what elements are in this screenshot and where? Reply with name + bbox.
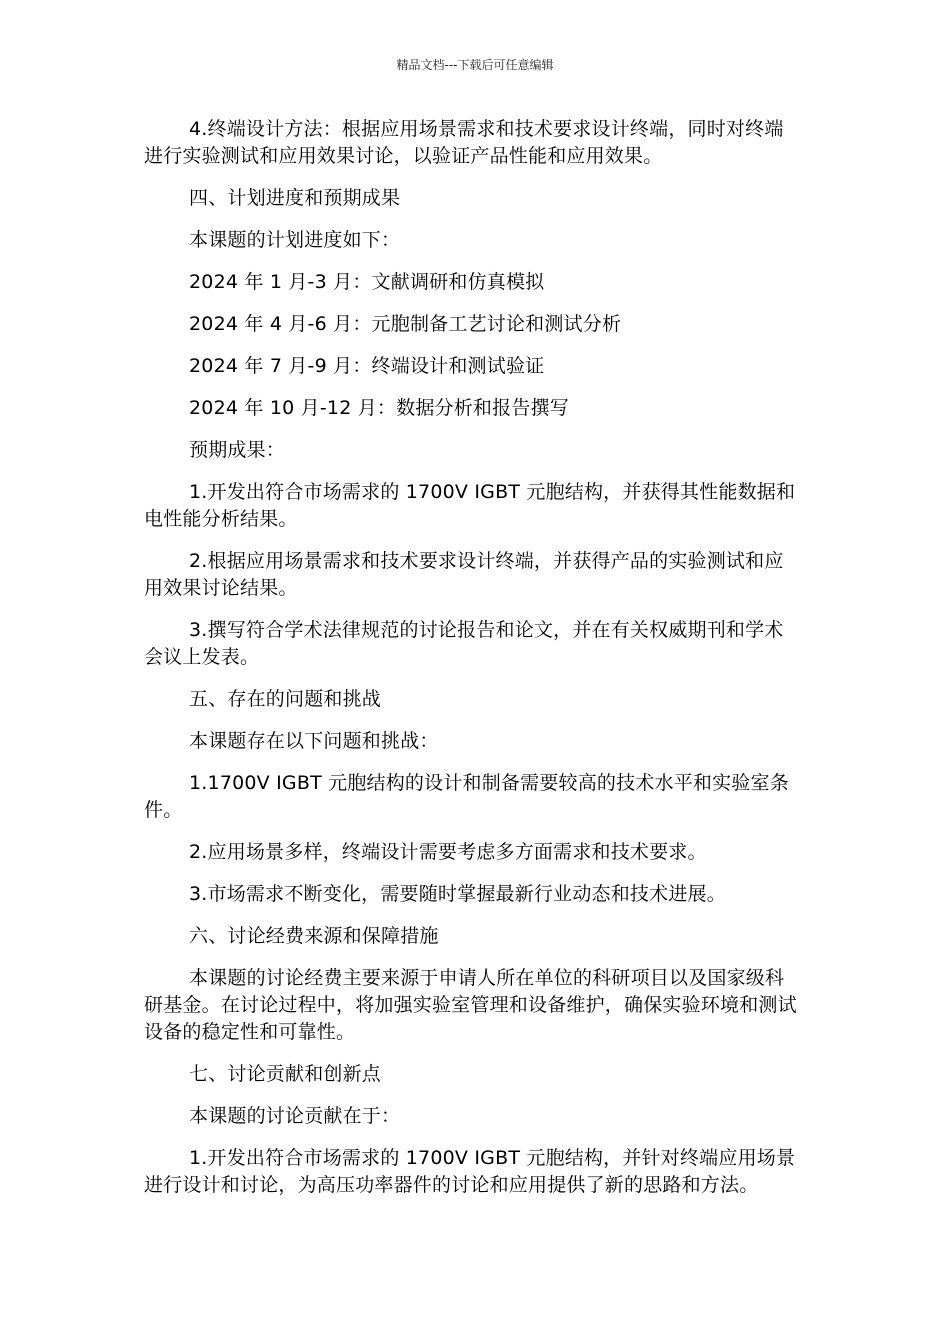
schedule-item-3: 2024 年 7 月-9 月：终端设计和测试验证 bbox=[189, 355, 545, 377]
section-heading-schedule: 四、计划进度和预期成果 bbox=[189, 187, 401, 209]
document-body bbox=[144, 116, 800, 1214]
section-heading-contributions: 七、讨论贡献和创新点 bbox=[189, 1063, 382, 1085]
contribution-item-1: 1.开发出符合市场需求的 1700V IGBT 元胞结构，并针对终端应用场景进行设计和讨论，为高压功率器件的讨论和应用提供了新的思路和方法。 bbox=[144, 1147, 796, 1196]
paragraph-funding: 本课题的讨论经费主要来源于申请人所在单位的科研项目以及国家级科研基金。在讨论过程中，将加强实验室管理和设备维护，确保实验环境和测试设备的稳定性和可靠性。 bbox=[144, 967, 797, 1043]
section-heading-funding: 六、讨论经费来源和保障措施 bbox=[189, 925, 439, 947]
problem-item-3: 3.市场需求不断变化，需要随时掌握最新行业动态和技术进展。 bbox=[189, 883, 726, 905]
paragraph-schedule-intro: 本课题的计划进度如下： bbox=[189, 229, 401, 251]
problem-item-2: 2.应用场景多样，终端设计需要考虑多方面需求和技术要求。 bbox=[189, 841, 707, 863]
expected-result-2: 2.根据应用场景需求和技术要求设计终端，并获得产品的实验测试和应用效果讨论结果。 bbox=[144, 550, 784, 599]
paragraph-terminal-design-method: 4.终端设计方法：根据应用场景需求和技术要求设计终端，同时对终端进行实验测试和应用效果讨论，以验证产品性能和应用效果。 bbox=[144, 118, 784, 167]
schedule-item-4: 2024 年 10 月-12 月：数据分析和报告撰写 bbox=[189, 397, 569, 419]
paragraph-contributions-intro: 本课题的讨论贡献在于： bbox=[189, 1105, 401, 1127]
schedule-item-2: 2024 年 4 月-6 月：元胞制备工艺讨论和测试分析 bbox=[189, 313, 622, 335]
problem-item-1: 1.1700V IGBT 元胞结构的设计和制备需要较高的技术水平和实验室条件。 bbox=[144, 772, 789, 821]
schedule-item-1: 2024 年 1 月-3 月：文献调研和仿真模拟 bbox=[189, 271, 545, 293]
expected-result-1: 1.开发出符合市场需求的 1700V IGBT 元胞结构，并获得其性能数据和电性能分析结果。 bbox=[144, 481, 796, 530]
section-heading-problems: 五、存在的问题和挑战 bbox=[189, 688, 382, 710]
paragraph-problems-intro: 本课题存在以下问题和挑战： bbox=[189, 730, 439, 752]
paragraph-expected-results-intro: 预期成果： bbox=[189, 439, 286, 461]
page-header: 精品文档---下载后可任意编辑 bbox=[396, 58, 554, 72]
expected-result-3: 3.撰写符合学术法律规范的讨论报告和论文，并在有关权威期刊和学术会议上发表。 bbox=[144, 619, 784, 668]
